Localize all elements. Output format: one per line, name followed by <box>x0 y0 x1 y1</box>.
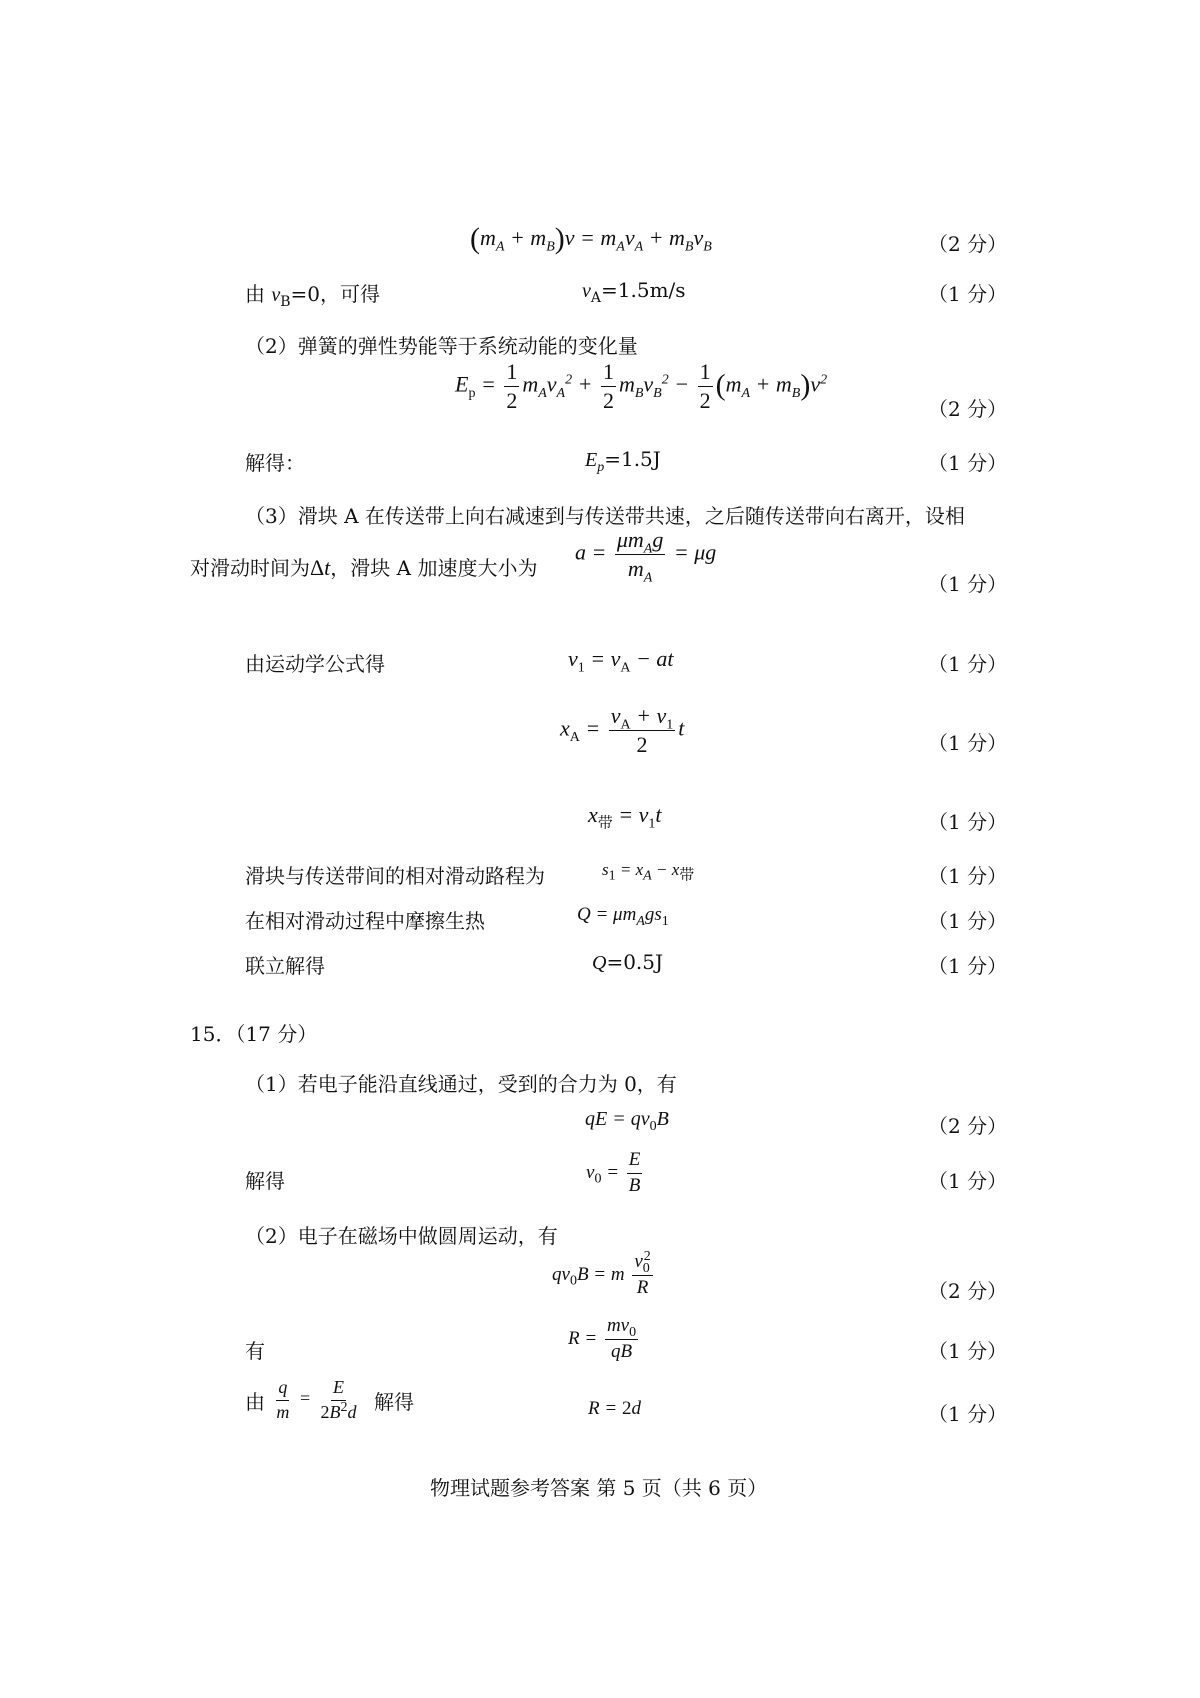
score-label: （1 分） <box>928 810 1008 834</box>
q15-part2: （2）电子在磁场中做圆周运动，有 <box>245 1224 558 1248</box>
part2-title: （2）弹簧的弹性势能等于系统动能的变化量 <box>245 334 638 358</box>
part3-line1: （3）滑块 A 在传送带上向右减速到与传送带共速，之后随传送带向右离开，设相 <box>245 504 965 528</box>
ep-result: $E_p=1.5J$ <box>585 447 661 475</box>
score-label: （1 分） <box>928 1169 1008 1193</box>
belt-displacement-equation: $x_带 = v_1t$ <box>588 802 662 832</box>
radius-result-equation: R = 2d <box>588 1398 641 1419</box>
va-result: $v_A=1.5m/s$ <box>582 278 686 306</box>
score-label: （2 分） <box>928 1279 1008 1303</box>
page-footer: 物理试题参考答案 第 5 页（共 6 页） <box>430 1476 768 1500</box>
velocity-equation: $v_1 = v_A$ − at <box>568 646 674 676</box>
combine-label: 联立解得 <box>245 954 325 978</box>
part3-line2: 对滑动时间为Δt，滑块 A 加速度大小为 <box>190 555 538 580</box>
heat-equation: $Q = \mu m_Ags_1$ <box>577 904 669 929</box>
kinematics-label: 由运动学公式得 <box>245 652 385 676</box>
v0-equation: $v_0$ = $\frac{E}{B}$ <box>586 1149 641 1196</box>
score-label: （1 分） <box>928 954 1008 978</box>
question-15-title: 15．（17 分） <box>190 1022 318 1046</box>
score-label: （1 分） <box>928 451 1008 475</box>
score-label: （1 分） <box>928 731 1008 755</box>
radius-equation: R = $\frac{mv_0}{qB}$ <box>568 1315 637 1362</box>
score-label: （2 分） <box>928 232 1008 256</box>
circular-motion-equation: $qv_0B = m$ $\frac{v_0^2}{R}$ <box>552 1248 651 1298</box>
energy-equation: $E_p$ = $\frac{1}{2}$ $m_Av_A^2$ + $\frac{1}{2}$ $m_Bv_B^2$ − $\frac{1}{2}$ $(m_A + m_B)v^2$ <box>455 359 828 414</box>
score-label: （1 分） <box>928 652 1008 676</box>
force-balance-equation: qE = $qv_0B$ <box>585 1108 669 1134</box>
score-label: （1 分） <box>928 909 1008 933</box>
score-label: （1 分） <box>928 864 1008 888</box>
score-label: （1 分） <box>928 572 1008 596</box>
friction-heat-label: 在相对滑动过程中摩擦生热 <box>245 909 485 933</box>
score-label: （2 分） <box>928 397 1008 421</box>
score-label: （1 分） <box>928 1339 1008 1363</box>
q15-part1: （1）若电子能沿直线通过，受到的合力为 0，有 <box>245 1072 677 1096</box>
q15-by-line: 由 $\frac{q}{m}$ = $\frac{E}{2B^2d}$ 解得 <box>245 1377 415 1422</box>
acceleration-equation: a = $\frac{\mu m_Ag}{m_A}$ = μg <box>575 527 717 586</box>
relative-path-label: 滑块与传送带间的相对滑动路程为 <box>245 864 545 888</box>
displacement-equation: $x_A$ = $\frac{v_A + v_1}{2}$ t <box>560 703 685 758</box>
solve-label: 解得： <box>245 451 305 475</box>
q15-solve-label: 解得 <box>245 1169 285 1193</box>
relative-path-equation: $s_1 = x_A - x_带$ <box>602 860 695 884</box>
score-label: （1 分） <box>928 282 1008 306</box>
score-label: （1 分） <box>928 1402 1008 1426</box>
q-result: Q=0.5J <box>592 950 664 974</box>
score-label: （2 分） <box>928 1114 1008 1138</box>
given-vb-text: 由 $v_B=0$，可得 <box>245 282 381 310</box>
q15-have-label: 有 <box>245 1339 265 1363</box>
momentum-equation: $(m_A + m_B)v = m_Av_A + m_Bv_B$ <box>470 222 712 255</box>
